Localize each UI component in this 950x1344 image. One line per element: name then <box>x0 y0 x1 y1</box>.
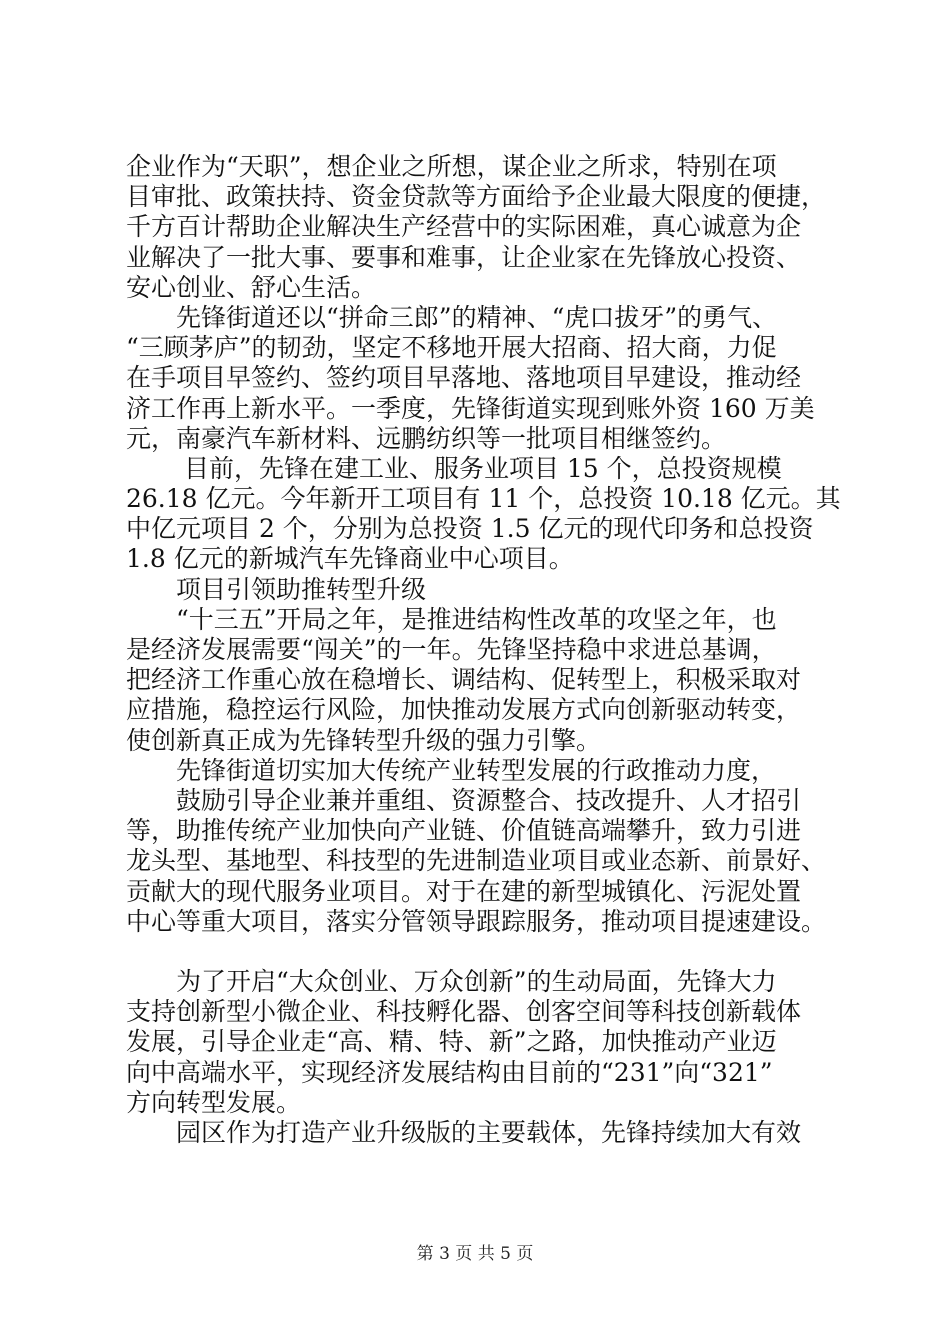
text-line: 等，助推传统产业加快向产业链、价值链高端攀升，致力引进 <box>126 816 802 846</box>
text-line: 安心创业、舒心生活。 <box>126 272 377 302</box>
text-line: 为了开启“大众创业、万众创新”的生动局面，先锋大力 <box>126 967 777 997</box>
body-text <box>126 152 856 1148</box>
text-line: 千方百计帮助企业解决生产经营中的实际困难，真心诚意为企 <box>126 212 802 242</box>
text-line: 中亿元项目 2 个，分别为总投资 1.5 亿元的现代印务和总投资 <box>126 514 814 544</box>
text-line: 贡献大的现代服务业项目。对于在建的新型城镇化、污泥处置 <box>126 876 802 906</box>
text-line: “十三五”开局之年，是推进结构性改革的攻坚之年，也 <box>126 604 777 634</box>
text-line: 方向转型发展。 <box>126 1087 302 1117</box>
blank-line <box>126 937 856 967</box>
text-line: 目审批、政策扶持、资金贷款等方面给予企业最大限度的便捷， <box>126 182 827 212</box>
text-line: 26.18 亿元。今年新开工项目有 11 个，总投资 10.18 亿元。其 <box>126 484 841 514</box>
text-line: 支持创新型小微企业、科技孵化器、创客空间等科技创新载体 <box>126 997 802 1027</box>
page-footer: 第 3 页 共 5 页 <box>416 1244 534 1264</box>
text-line: 济工作再上新水平。一季度，先锋街道实现到账外资 160 万美 <box>126 393 815 423</box>
text-line: 目前，先锋在建工业、服务业项目 15 个，总投资规模 <box>126 453 782 483</box>
text-line: 项目引领助推转型升级 <box>126 574 427 604</box>
text-line: 使创新真正成为先锋转型升级的强力引擎。 <box>126 725 602 755</box>
text-line: 先锋街道还以“拼命三郎”的精神、“虎口拔牙”的勇气、 <box>126 302 778 332</box>
text-line: 先锋街道切实加大传统产业转型发展的行政推动力度， <box>126 755 777 785</box>
text-line: 园区作为打造产业升级版的主要载体，先锋持续加大有效 <box>126 1118 802 1147</box>
text-line: 中心等重大项目，落实分管领导跟踪服务，推动项目提速建设。 <box>126 906 827 936</box>
text-line: 元，南豪汽车新材料、远鹏纺织等一批项目相继签约。 <box>126 423 727 453</box>
text-line: 把经济工作重心放在稳增长、调结构、促转型上，积极采取对 <box>126 665 802 695</box>
text-line: 应措施，稳控运行风险，加快推动发展方式向创新驱动转变， <box>126 695 802 725</box>
text-line: 企业作为“天职”，想企业之所想，谋企业之所求，特别在项 <box>126 152 777 181</box>
text-line: “三顾茅庐”的韧劲，坚定不移地开展大招商、招大商，力促 <box>126 333 777 363</box>
text-line: 向中高端水平，实现经济发展结构由目前的“231”向“321” <box>126 1057 773 1087</box>
text-line: 鼓励引导企业兼并重组、资源整合、技改提升、人才招引 <box>126 785 802 815</box>
text-line: 龙头型、基地型、科技型的先进制造业项目或业态新、前景好、 <box>126 846 827 876</box>
text-line: 业解决了一批大事、要事和难事，让企业家在先锋放心投资、 <box>126 242 802 272</box>
text-line: 在手项目早签约、签约项目早落地、落地项目早建设，推动经 <box>126 363 802 393</box>
text-line: 是经济发展需要“闯关”的一年。先锋坚持稳中求进总基调， <box>126 635 777 664</box>
text-line: 发展，引导企业走“高、精、特、新”之路，加快推动产业迈 <box>126 1027 777 1057</box>
text-line: 1.8 亿元的新城汽车先锋商业中心项目。 <box>126 544 574 574</box>
